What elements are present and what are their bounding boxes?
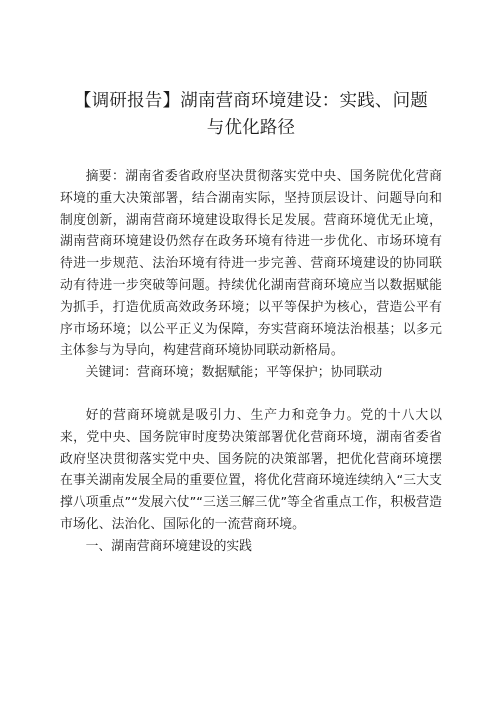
document-title [60, 88, 442, 142]
title-line-1: 【调研报告】湖南营商环境建设：实践、问题 [74, 91, 428, 111]
abstract-paragraph: 摘要：湖南省委省政府坚决贯彻落实党中央、国务院优化营商环境的重大决策部署，结合湖南实际，坚持顶层设计、问题导向和制度创新，湖南营商环境建设取得长足发展。营商环境优无止境，湖南营商环境建设仍然存在政务环境有待进一步优化、市场环境有待进一步规范、法治环境有待进一步完善、营商环境建设的协同联动有待进一步突破等问题。持续优化湖南营商环境应当以数据赋能为抓手，打造优质高效政务环境；以平等保护为核心，营造公平有序市场环境；以公平正义为保障，夯实营商环境法治根基；以多元主体参与为导向，构建营商环境协同联动新格局。 [60, 169, 442, 359]
body-paragraph: 好的营商环境就是吸引力、生产力和竞争力。党的十八大以来，党中央、国务院审时度势决策部署优化营商环境，湖南省委省政府坚决贯彻落实党中央、国务院的决策部署，把优化营商环境摆在事关湖南发展全局的重要位置，将优化营商环境连续纳入“三大支撑八项重点”“发展六仗”“三送三解三优”等全省重点工作，积极营造市场化、法治化、国际化的一流营商环境。 [60, 407, 442, 532]
title-line-2: 与优化路径 [206, 118, 296, 138]
section-heading: 一、湖南营商环境建设的实践 [85, 538, 252, 554]
keywords-paragraph: 关键词：营商环境；数据赋能；平等保护；协同联动 [85, 365, 383, 381]
